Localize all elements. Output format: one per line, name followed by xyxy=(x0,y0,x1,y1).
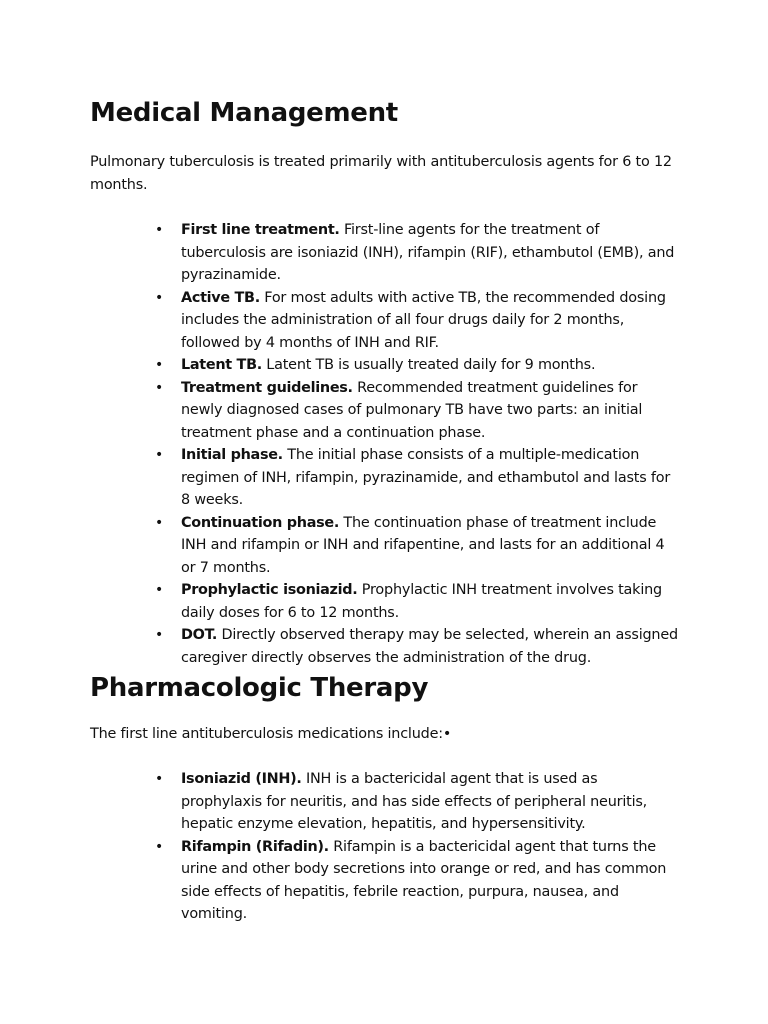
bullet-icon: • xyxy=(155,447,164,463)
list-item-text: INH is a bactericidal agent that is used as prophylaxis for neuritis, and has side effects of peripheral neuritis, hepatic enzyme elevation, hepatitis, and hypersensitivity. xyxy=(181,771,648,832)
list-item-text: The initial phase consists of a multiple-medication regimen of INH, rifampin, pyrazinamide, and ethambutol and lasts for 8 weeks. xyxy=(181,447,671,508)
bullet-icon: • xyxy=(155,357,164,373)
bullet-icon: • xyxy=(155,289,164,306)
list-item-text: First-line agents for the treatment of tuberculosis are isoniazid (INH), rifampin (RIF), ethambutol (EMB), and pyrazinamide. xyxy=(181,222,675,283)
list-item xyxy=(155,512,681,580)
bullet-icon: • xyxy=(155,627,164,643)
list-item xyxy=(155,444,681,512)
bullet-icon: • xyxy=(155,514,164,531)
medical-management-list xyxy=(155,219,681,669)
list-item-term: Treatment guidelines. xyxy=(181,379,353,396)
list-item-term: DOT. xyxy=(181,627,218,643)
list-item xyxy=(155,354,681,377)
list-item-term: Latent TB. xyxy=(181,357,262,373)
list-item-term: Rifampin (Rifadin). xyxy=(181,838,329,855)
list-item-term: Active TB. xyxy=(181,289,260,306)
list-item-text: Prophylactic INH treatment involves taking daily doses for 6 to 12 months. xyxy=(181,582,662,621)
bullet-icon: • xyxy=(155,838,164,855)
list-item xyxy=(155,287,681,355)
pharmacologic-therapy-list xyxy=(155,768,681,926)
list-item-text: Directly observed therapy may be selected, wherein an assigned caregiver directly observes the administration of the drug. xyxy=(181,627,678,666)
list-item-text: Recommended treatment guidelines for newly diagnosed cases of pulmonary TB have two parts: an initial treatment phase and a continuation phase. xyxy=(181,379,643,441)
list-item-text: Latent TB is usually treated daily for 9 months. xyxy=(261,357,596,373)
bullet-icon: • xyxy=(155,222,164,238)
list-item-term: Continuation phase. xyxy=(181,514,340,531)
list-item xyxy=(155,377,681,445)
list-item-term: Prophylactic isoniazid. xyxy=(181,582,358,598)
list-item-term: First line treatment. xyxy=(181,222,340,238)
list-item-text: For most adults with active TB, the recommended dosing includes the administration of all four drugs daily for 2 months, followed by 4 months of INH and RIF. xyxy=(181,289,666,351)
intro-paragraph-pharmacologic-therapy: The first line antituberculosis medications include:• xyxy=(90,726,452,742)
list-item xyxy=(155,579,681,624)
list-item xyxy=(155,624,681,669)
list-item xyxy=(155,219,681,287)
bullet-icon: • xyxy=(155,582,164,598)
heading-medical-management: Medical Management xyxy=(90,98,398,128)
intro-paragraph-medical-management: Pulmonary tuberculosis is treated primarily with antituberculosis agents for 6 to 12 months. xyxy=(90,154,672,193)
list-item-text: The continuation phase of treatment include INH and rifampin or INH and rifapentine, and lasts for an additional 4 or 7 months. xyxy=(181,514,665,576)
list-item-term: Isoniazid (INH). xyxy=(181,771,302,787)
bullet-icon: • xyxy=(155,379,164,396)
list-item xyxy=(155,768,681,836)
list-item-term: Initial phase. xyxy=(181,447,283,463)
list-item xyxy=(155,836,681,926)
heading-pharmacologic-therapy: Pharmacologic Therapy xyxy=(90,673,429,703)
list-item-text: Rifampin is a bactericidal agent that turns the urine and other body secretions into orange or red, and has common side effects of hepatitis, febrile reaction, purpura, nausea, and vomiting. xyxy=(181,838,667,922)
bullet-icon: • xyxy=(155,771,164,787)
